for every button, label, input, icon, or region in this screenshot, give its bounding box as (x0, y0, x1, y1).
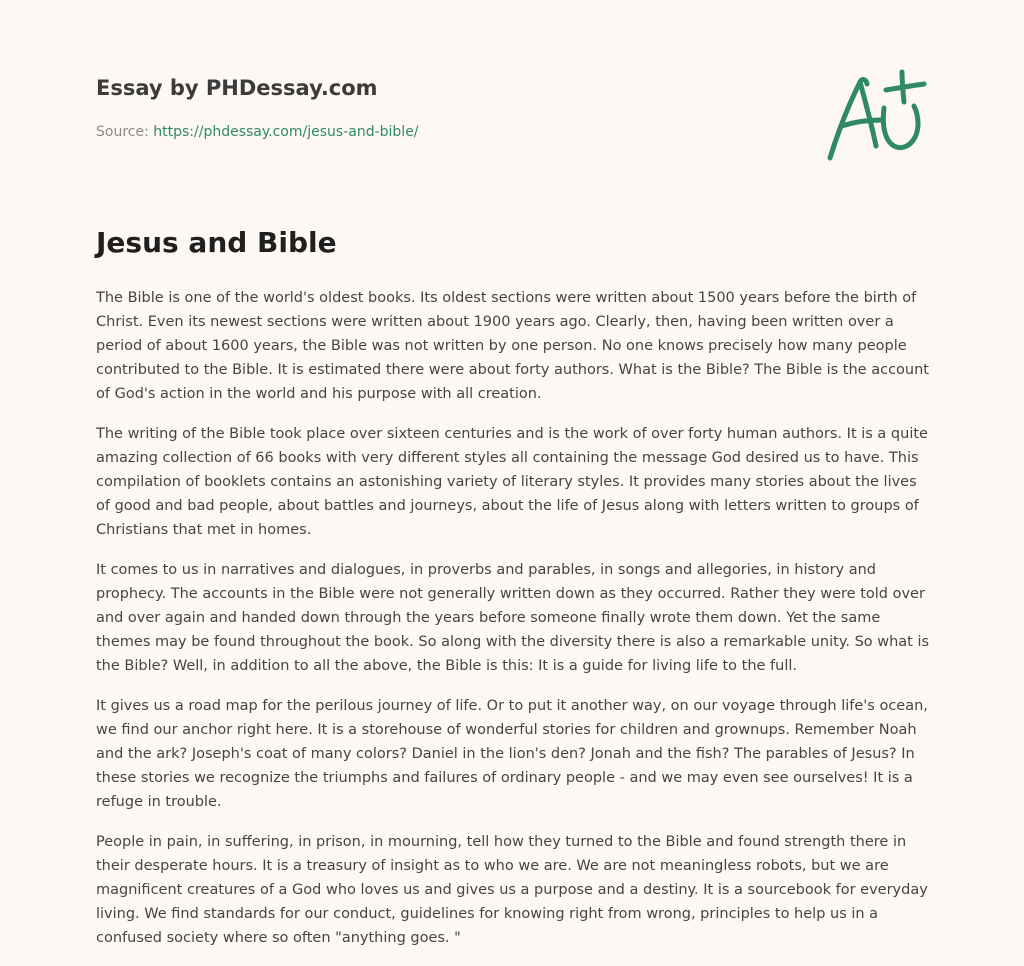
logo-a-right-stroke (860, 82, 876, 146)
source-line (96, 124, 419, 140)
site-brand: Essay by PHDessay.com (96, 76, 378, 100)
logo-plus-vertical (902, 72, 904, 102)
essay-paragraph-2: The writing of the Bible took place over sixteen centuries and is the work of over forty human authors. It is a quite amazing collection of 66 books with very different styles all containing the message God desired us to have. This compilation of booklets contains an astonishing variety of literary styles. It provides many stories about the lives of good and bad people, about battles and journeys, about the life of Jesus along with letters written to groups of Christians that met in homes. (96, 426, 928, 538)
source-label: Source: (96, 124, 149, 140)
logo-a-crossbar (842, 120, 882, 126)
essay-paragraph-4: It gives us a road map for the perilous journey of life. Or to put it another way, on our voyage through life's ocean, we find our anchor right here. It is a storehouse of wonderful stories for children and grownups. Remember Noah and the ark? Joseph's coat of many colors? Daniel in the lion's den? Jonah and the fish? The parables of Jesus? In these stories we recognize the triumphs and failures of ordinary people - and we may even see ourselves! It is a refuge in trouble. (96, 698, 928, 810)
essay-paragraph-5: People in pain, in suffering, in prison, in mourning, tell how they turned to the Bible and found strength there in their desperate hours. It is a treasury of insight as to who we are. We are not meaningless robots, but we are magnificent creatures of a God who loves us and gives us a purpose and a destiny. It is a sourcebook for everyday living. We find standards for our conduct, guidelines for knowing right from wrong, principles to help us in a confused society where so often "anything goes. " (96, 834, 928, 946)
essay-body (96, 286, 932, 966)
logo-loop (883, 106, 918, 148)
essay-paragraph-3: It comes to us in narratives and dialogues, in proverbs and parables, in songs and allegories, in history and prophecy. The accounts in the Bible were not generally written down as they occurred. Rather they were told over and over again and handed down through the years before someone finally wrote them down. Yet the same themes may be found throughout the book. So along with the diversity there is also a remarkable unity. So what is the Bible? Well, in addition to all the above, the Bible is this: It is a guide for living life to the full. (96, 562, 930, 674)
source-link[interactable]: https://phdessay.com/jesus-and-bible/ (153, 124, 419, 140)
essay-title: Jesus and Bible (96, 226, 337, 259)
essay-paragraph-1: The Bible is one of the world's oldest books. Its oldest sections were written about 1500 years before the birth of Christ. Even its newest sections were written about 1900 years ago. Clearly, then, having been written over a period of about 1600 years, the Bible was not written by one person. No one knows precisely how many people contributed to the Bible. It is estimated there were about forty authors. What is the Bible? The Bible is the account of God's action in the world and his purpose with all creation. (96, 290, 929, 402)
a-plus-grade-icon (824, 68, 928, 164)
